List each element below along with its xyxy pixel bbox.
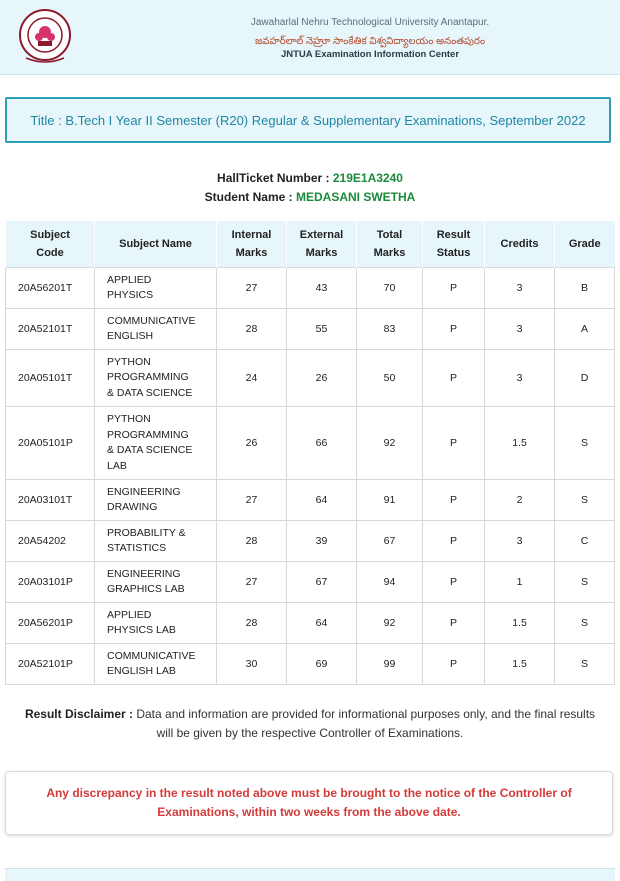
disclaimer-text-2: will be given by the respective Controller of Examinations. [156, 726, 464, 740]
external-marks-cell: 64 [287, 603, 357, 644]
subject-code-cell: 20A52101T [6, 309, 95, 350]
subject-name-line: COMMUNICATIVE [107, 649, 196, 662]
subject-code-cell: 20A56201T [6, 268, 95, 309]
header-external-marks: External Marks [287, 221, 357, 268]
results-table [5, 221, 615, 685]
result-status-cell: P [423, 309, 485, 350]
table-row [6, 562, 615, 603]
subject-code-cell: 20A52101P [6, 644, 95, 685]
internal-marks-cell: 30 [217, 644, 287, 685]
table-row [6, 644, 615, 685]
total-marks-cell: 91 [357, 480, 423, 521]
credits-cell: 3 [485, 268, 555, 309]
total-marks-cell: 83 [357, 309, 423, 350]
result-status-cell: P [423, 350, 485, 407]
internal-marks-cell: 24 [217, 350, 287, 407]
result-status-cell: P [423, 268, 485, 309]
external-marks-cell: 43 [287, 268, 357, 309]
subject-code-cell: 20A05101T [6, 350, 95, 407]
header-result-status: Result Status [423, 221, 485, 268]
subject-name-cell [95, 268, 217, 309]
total-marks-cell: 50 [357, 350, 423, 407]
external-marks-cell: 67 [287, 562, 357, 603]
subject-name-cell [95, 309, 217, 350]
table-row [6, 521, 615, 562]
grade-cell: C [555, 521, 615, 562]
university-name: Jawaharlal Nehru Technological University Anantapur. [250, 17, 490, 28]
subject-code-cell: 20A03101P [6, 562, 95, 603]
table-row [6, 309, 615, 350]
result-status-cell: P [423, 521, 485, 562]
total-marks-cell: 67 [357, 521, 423, 562]
student-name-row [0, 190, 620, 204]
student-name-label: Student Name : [204, 190, 293, 204]
grade-cell: B [555, 268, 615, 309]
table-row [6, 480, 615, 521]
subject-code-cell: 20A54202 [6, 521, 95, 562]
subject-code-cell: 20A03101T [6, 480, 95, 521]
table-row [6, 603, 615, 644]
header-subject-code: Subject Code [6, 221, 95, 268]
credits-cell: 2 [485, 480, 555, 521]
subject-name-line: ENGINEERING [107, 567, 181, 580]
result-status-cell: P [423, 603, 485, 644]
header-grade: Grade [555, 221, 615, 268]
university-seal-icon [16, 8, 74, 66]
subject-name-cell [95, 644, 217, 685]
subject-code-cell: 20A05101P [6, 407, 95, 480]
student-name: MEDASANI SWETHA [296, 190, 416, 204]
internal-marks-cell: 28 [217, 603, 287, 644]
credits-cell: 1.5 [485, 603, 555, 644]
header-total-marks: Total Marks [357, 221, 423, 268]
header-internal-marks: Internal Marks [217, 221, 287, 268]
result-status-cell: P [423, 562, 485, 603]
internal-marks-cell: 28 [217, 521, 287, 562]
table-row [6, 268, 615, 309]
external-marks-cell: 64 [287, 480, 357, 521]
hallticket-row [0, 171, 620, 185]
result-status-cell: P [423, 407, 485, 480]
grade-cell: D [555, 350, 615, 407]
subject-name-line: PROGRAMMING [107, 371, 189, 384]
subject-name-line: ENGINEERING [107, 485, 181, 498]
external-marks-cell: 26 [287, 350, 357, 407]
subject-name-line: PROBABILITY & [107, 526, 186, 539]
subject-name-cell [95, 603, 217, 644]
subject-name-line: COMMUNICATIVE [107, 314, 196, 327]
disclaimer-text-1: Data and information are provided for informational purposes only, and the final results [136, 707, 596, 721]
external-marks-cell: 69 [287, 644, 357, 685]
subject-name-line: & DATA SCIENCE [107, 386, 193, 399]
disclaimer-label: Result Disclaimer : [24, 707, 133, 721]
total-marks-cell: 94 [357, 562, 423, 603]
total-marks-cell: 99 [357, 644, 423, 685]
site-header [0, 0, 620, 75]
hallticket-number: 219E1A3240 [332, 171, 403, 185]
external-marks-cell: 55 [287, 309, 357, 350]
grade-cell: S [555, 562, 615, 603]
table-row [6, 407, 615, 480]
subject-name-line: PHYSICS LAB [107, 624, 176, 636]
exam-title: Title : B.Tech I Year II Semester (R20) Regular & Supplementary Examinations, September 2022 [5, 97, 611, 143]
external-marks-cell: 66 [287, 407, 357, 480]
total-marks-cell: 92 [357, 603, 423, 644]
internal-marks-cell: 27 [217, 562, 287, 603]
table-header-row [6, 221, 615, 268]
internal-marks-cell: 28 [217, 309, 287, 350]
subject-name-line: & DATA SCIENCE [107, 444, 193, 456]
subject-name-cell [95, 407, 217, 480]
university-name-telugu: జవహర్‌లాల్ నెహ్రూ సాంకేతిక విశ్వవిద్యాలయం అనంతపురం [254, 36, 486, 47]
subject-name-line: LAB [107, 459, 127, 472]
subject-name-line: PROGRAMMING [107, 428, 189, 441]
subject-name-line: STATISTICS [107, 542, 167, 554]
internal-marks-cell: 27 [217, 480, 287, 521]
grade-cell: A [555, 309, 615, 350]
subject-name-line: PYTHON [107, 355, 151, 368]
result-status-cell: P [423, 644, 485, 685]
subject-name-line: PYTHON [107, 413, 151, 425]
footer-bar [5, 868, 615, 881]
discrepancy-warning: Any discrepancy in the result noted above must be brought to the notice of the Controller of Examinations, within two weeks from the above date. [5, 771, 613, 835]
external-marks-cell: 39 [287, 521, 357, 562]
hallticket-label: HallTicket Number : [217, 171, 330, 185]
subject-name-line: ENGLISH LAB [107, 665, 176, 677]
subject-name-line: APPLIED [107, 273, 152, 286]
credits-cell: 3 [485, 521, 555, 562]
internal-marks-cell: 26 [217, 407, 287, 480]
subject-name-line: PHYSICS [107, 289, 154, 301]
credits-cell: 1.5 [485, 407, 555, 480]
grade-cell: S [555, 644, 615, 685]
header-credits: Credits [485, 221, 555, 268]
table-row [6, 350, 615, 407]
subject-name-line: ENGLISH [107, 330, 154, 342]
center-name: JNTUA Examination Information Center [280, 49, 460, 60]
header-subject-name: Subject Name [95, 221, 217, 268]
credits-cell: 3 [485, 350, 555, 407]
internal-marks-cell: 27 [217, 268, 287, 309]
credits-cell: 1.5 [485, 644, 555, 685]
total-marks-cell: 92 [357, 407, 423, 480]
grade-cell: S [555, 480, 615, 521]
grade-cell: S [555, 407, 615, 480]
grade-cell: S [555, 603, 615, 644]
subject-name-line: APPLIED [107, 608, 152, 621]
subject-name-cell [95, 562, 217, 603]
credits-cell: 3 [485, 309, 555, 350]
total-marks-cell: 70 [357, 268, 423, 309]
subject-name-cell [95, 480, 217, 521]
subject-name-cell [95, 521, 217, 562]
credits-cell: 1 [485, 562, 555, 603]
subject-name-cell [95, 350, 217, 407]
result-disclaimer [0, 705, 620, 743]
subject-code-cell: 20A56201P [6, 603, 95, 644]
subject-name-line: DRAWING [107, 501, 158, 513]
result-status-cell: P [423, 480, 485, 521]
subject-name-line: GRAPHICS LAB [107, 583, 185, 595]
